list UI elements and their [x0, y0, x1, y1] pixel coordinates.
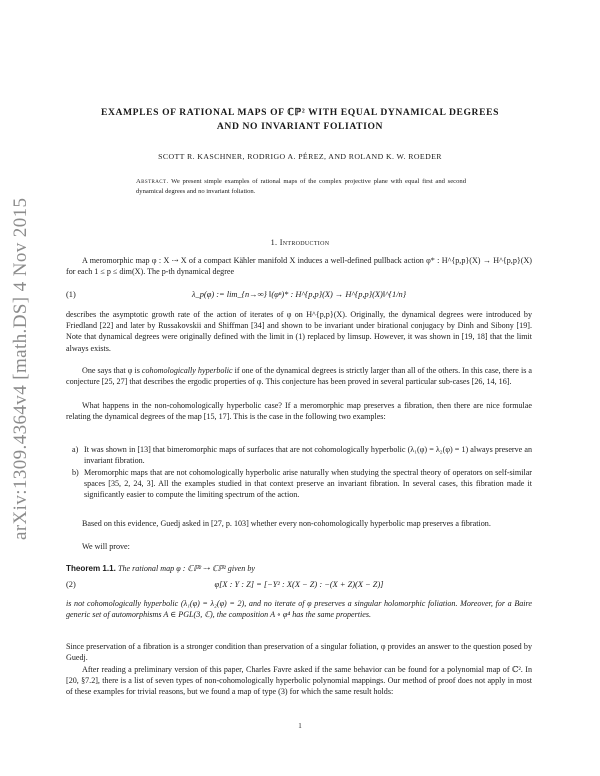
paragraph-3-start: One says that φ is: [82, 366, 142, 375]
paragraph-5: Based on this evidence, Guedj asked in [27, p. 103] whether every non-cohomologically hyperbolic map preserves a fibration.: [82, 519, 491, 528]
theorem-label: Theorem 1.1.: [66, 564, 116, 573]
list-item-a-label: a): [72, 445, 79, 454]
arxiv-identifier[interactable]: arXiv:1309.4364v4 [math.DS] 4 Nov 2015: [10, 197, 31, 540]
abstract-text: We present simple examples of rational maps of the complex projective plane with equal first and second dynamical degrees and no invariant foliation.: [136, 178, 466, 195]
theorem-1-1: [66, 563, 532, 574]
list-item-b-text: Meromorphic maps that are not cohomologically hyperbolic arise naturally when studying the spectral theory of operators on self-similar spaces [35, 2, 24, 3]. All the examples studied in that context preserve an invariant fibration. In several cases, this fibration made it significantly easier to compute the limiting spectrum of the action.: [84, 468, 532, 500]
equation-1-formula: λ_p(φ) := lim_{n→∞} ‖(φⁿ)* : H^{p,p}(X) → H^{p,p}(X)‖^{1/n}: [191, 290, 407, 299]
theorem-body: is not cohomologically hyperbolic (λ₁(φ) = λ₂(φ) = 2), and no iterate of φ preserves a singular holomorphic foliation. Moreover, for a Baire generic set of automorphisms A ∈ PGL(3, ℂ), the composition A ∘ φ⁴ has the same properties.: [66, 599, 532, 620]
section-heading: 1. Introduction: [270, 238, 330, 247]
equation-2-formula: φ[X : Y : Z] = [−Y² : X(X − Z) : −(X + Z)(X − Z)]: [214, 580, 384, 589]
list-item-b: [72, 467, 532, 501]
paragraph-7: Since preservation of a fibration is a stronger condition than preservation of a singular foliation, φ provides an answer to the question posed by Guedj.: [66, 642, 532, 663]
abstract-label: Abstract.: [136, 178, 169, 185]
theorem-lead: The rational map φ : ℂℙ² ⇢ ℂℙ² given by: [115, 564, 255, 573]
authors: SCOTT R. KASCHNER, RODRIGO A. PÉREZ, AND ROLAND K. W. ROEDER: [158, 152, 442, 161]
equation-2-number: (2): [66, 580, 76, 589]
page-number: 1: [298, 722, 302, 730]
equation-1: [66, 290, 532, 302]
paragraph-3-end: if one of the dynamical degrees is strictly larger than all of the others. In this case, there is a conjecture [25, 27] that describes the ergodic properties of φ. This conjecture has been proved in several particular sub-cases [26, 14, 16].: [66, 366, 532, 387]
list-item-a-text: It was shown in [13] that bimeromorphic maps of surfaces that are not cohomologically hyperbolic (λ₁(φ) = λ₂(φ) = 1) always preserve an invariant fibration.: [84, 445, 532, 466]
paragraph-2: describes the asymptotic growth rate of the action of iterates of φ on H^{p,p}(X). Originally, the dynamical degrees were introduced by Friedland [22] and later by Russakovskii and Shiffman [34] and shown to be invariant under birational conjugacy by Dinh and Sibony [19]. Note that dynamical degrees were originally defined with the limit in (1) replaced by limsup. However, it was shown in [19, 18] that the limit always exists.: [66, 310, 532, 353]
list-item-a: [72, 444, 532, 466]
paragraph-3: [66, 365, 532, 387]
abstract: [136, 177, 466, 197]
term-cohomologically-hyperbolic: cohomologically hyperbolic: [141, 366, 233, 375]
paper-title-line-1: EXAMPLES OF RATIONAL MAPS OF ℂℙ² WITH EQUAL DYNAMICAL DEGREES: [100, 107, 500, 118]
paragraph-4: What happens in the non-cohomologically hyperbolic case? If a meromorphic map preserves a fibration, then there are nice formulae relating the dynamical degrees of the map [15, 17]. This is the case in the following two examples:: [66, 401, 532, 422]
paragraph-6: We will prove:: [82, 542, 130, 551]
paper-title-line-2: AND NO INVARIANT FOLIATION: [216, 121, 384, 132]
equation-2: [66, 580, 532, 592]
list-item-b-label: b): [72, 468, 79, 477]
paragraph-8: After reading a preliminary version of this paper, Charles Favre asked if the same behavior can be found for a polynomial map of ℂ². In [20, §7.2], there is a list of seven types of non-cohomologically hyperbolic polynomial mappings. Our method of proof does not apply in most of these examples for trivial reasons, but we found a map of type (3) for which the same result holds:: [66, 665, 532, 697]
paragraph-1: A meromorphic map φ : X ⇢ X of a compact Kähler manifold X induces a well-defined pullback action φ* : H^{p,p}(X) → H^{p,p}(X) for each 1 ≤ p ≤ dim(X). The p-th dynamical degree: [66, 256, 532, 277]
equation-1-number: (1): [66, 290, 76, 299]
